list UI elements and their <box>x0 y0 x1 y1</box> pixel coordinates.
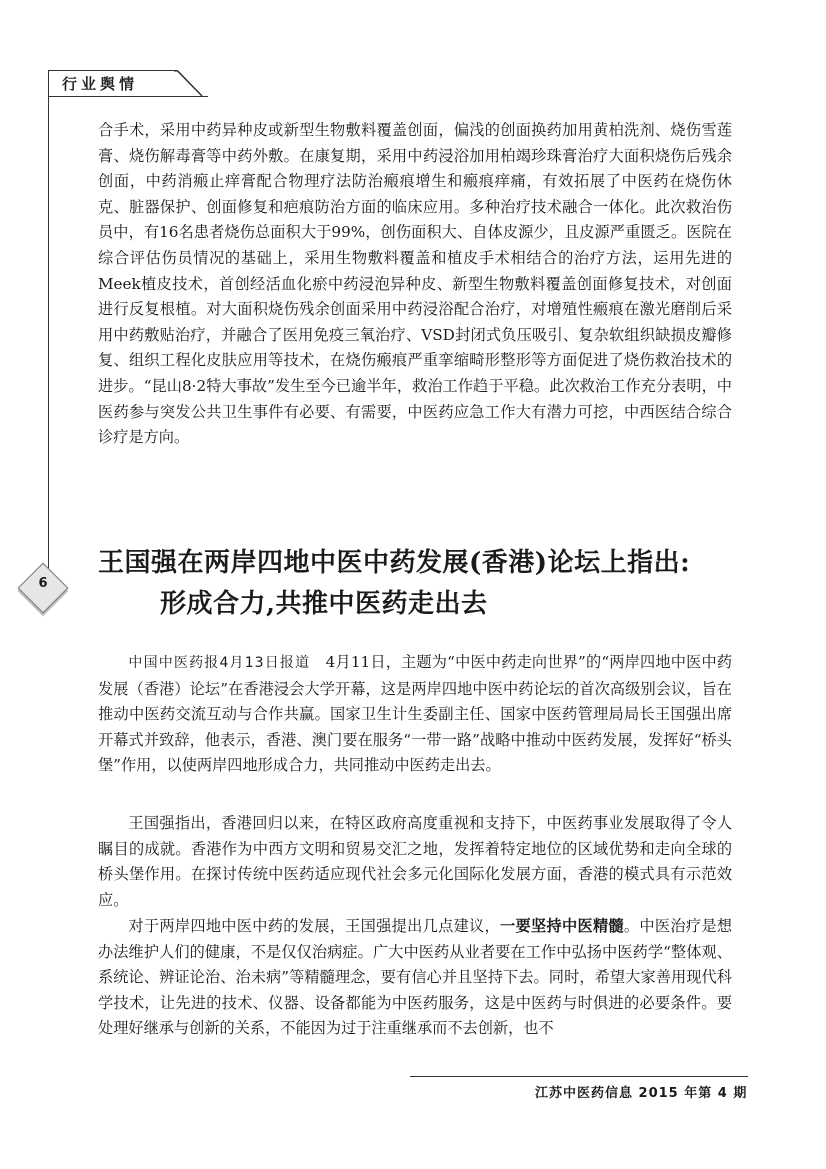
paragraph-3-emphasis: 一要坚持中医精髓 <box>500 917 624 935</box>
article-title-line2: 形成合力,共推中医药走出去 <box>160 589 488 619</box>
section-label: 行业舆情 <box>62 75 139 93</box>
article-title-line1: 王国强在两岸四地中医中药发展(香港)论坛上指出: <box>98 548 691 578</box>
article-paragraph-1 <box>98 650 732 779</box>
page-number: 6 <box>38 576 48 591</box>
footer-rule <box>410 1076 748 1077</box>
news-source: 中国中医药报4月13日报道 <box>128 655 311 671</box>
paragraph-1-body: 4月11日，主题为“中医中药走向世界”的“两岸四地中医中药发展（香港）论坛”在香港浸会大学开幕，这是两岸四地中医中药论坛的首次高级别会议，旨在推动中医药交流互动与合作共赢。国家卫生计生委副主任、国家中医药管理局局长王国强出席开幕式并致辞，他表示，香港、澳门要在服务“一带一路”战略中推动中医药发展，发挥好“桥头堡”作用，以使两岸四地形成合力，共同推动中医药走出去。 <box>98 653 733 775</box>
article-paragraph-2: 王国强指出，香港回归以来，在特区政府高度重视和支持下，中医药事业发展取得了令人瞩目的成就。香港作为中西方文明和贸易交汇之地，发挥着特定地位的区域优势和走向全球的桥头堡作用。在探讨传统中医药适应现代社会多元化国际化发展方面，香港的模式具有示范效应。 <box>98 814 732 909</box>
continued-paragraph: 合手术，采用中药异种皮或新型生物敷料覆盖创面，偏浅的创面换药加用黄柏洗剂、烧伤雪莲膏、烧伤解毒膏等中药外敷。在康复期，采用中药浸浴加用柏竭珍珠膏治疗大面积烧伤后残余创面，中药消瘢止痒膏配合物理疗法防治瘢痕增生和瘢痕痒痛，有效拓展了中医药在烧伤休克、脏器保护、创面修复和疤痕防治方面的临床应用。多种治疗技术融合一体化。此次救治伤员中，有16名患者烧伤总面积大于99%，创伤面积大、自体皮源少，且皮源严重匮乏。医院在综合评估伤员情况的基础上，采用生物敷料覆盖和植皮手术相结合的治疗方法，运用先进的Meek植皮技术，首创经活血化瘀中药浸泡异种皮、新型生物敷料覆盖创面修复技术，对创面进行反复根植。对大面积烧伤残余创面采用中药浸浴配合治疗，对增殖性瘢痕在激光磨削后采用中药敷贴治疗，并融合了医用免疫三氧治疗、VSD封闭式负压吸引、复杂软组织缺损皮瓣修复、组织工程化皮肤应用等技术，在烧伤瘢痕严重挛缩畸形整形等方面促进了烧伤救治技术的进步。“昆山8·2特大事故”发生至今已逾半年，救治工作趋于平稳。此次救治工作充分表明，中医药参与突发公共卫生事件有必要、有需要，中医药应急工作大有潜力可挖，中西医结合综合诊疗是方向。 <box>98 121 732 447</box>
paragraph-3-lead: 对于两岸四地中医中药的发展，王国强提出几点建议， <box>128 917 501 935</box>
header-rule <box>48 96 208 97</box>
journal-footer: 江苏中医药信息 2015 年第 4 期 <box>535 1086 748 1101</box>
article-paragraph-3 <box>98 914 732 1042</box>
header-tab-slant <box>174 70 204 96</box>
paragraph-3-rest: 。中医治疗是想办法维护人们的健康，不是仅仅治病症。广大中医药从业者要在工作中弘扬中医药学“整体观、系统论、辨证论治、治未病”等精髓理念，要有信心并且坚持下去。同时，希望大家善用现代科学技术，让先进的技术、仪器、设备都能为中医药服务，这是中医药与时俱进的必要条件。要处理好继承与创新的关系，不能因为过于注重继承而不去创新，也不 <box>98 917 733 1038</box>
left-margin-rule <box>48 96 49 576</box>
